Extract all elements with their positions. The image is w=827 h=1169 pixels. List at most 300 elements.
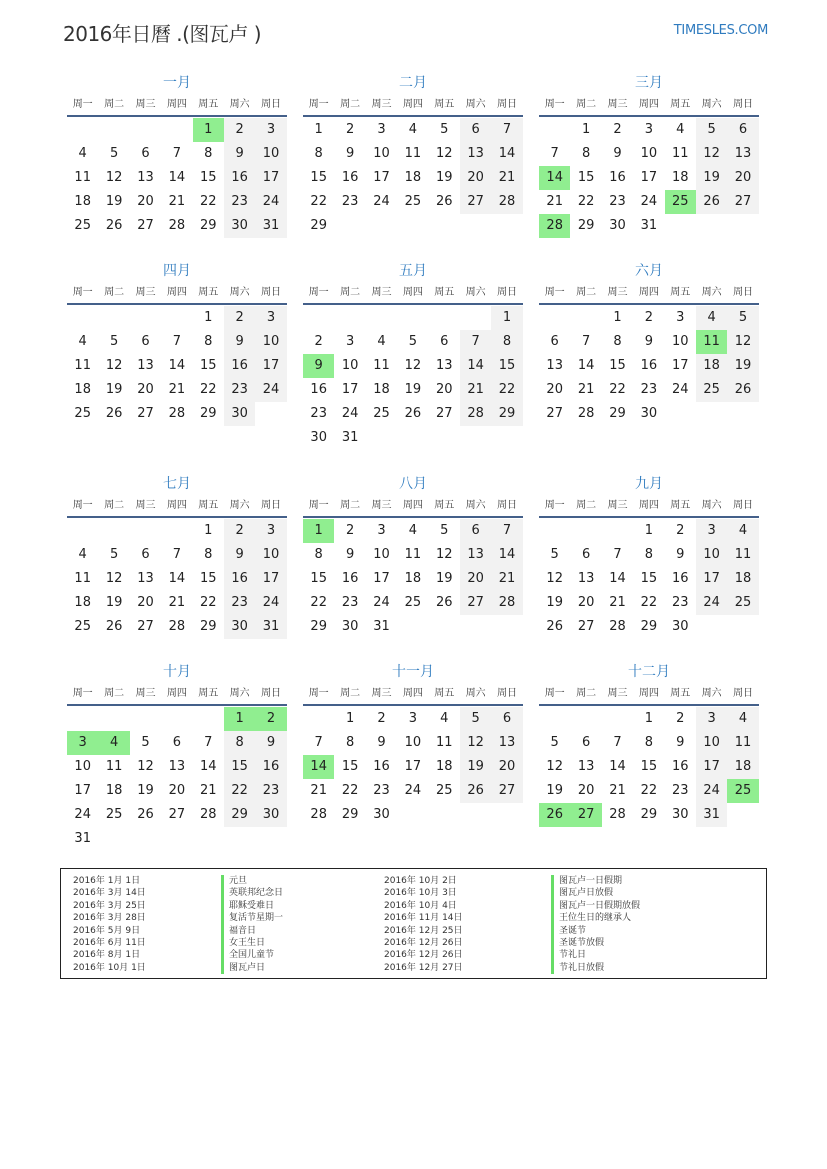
day-cell: 22 bbox=[577, 194, 595, 209]
day-cell: 6 bbox=[440, 334, 449, 349]
weekday-label: 周日 bbox=[261, 688, 282, 699]
empty-cell bbox=[67, 519, 98, 543]
day-cell: 17 bbox=[404, 759, 422, 774]
month-block bbox=[303, 473, 523, 639]
weekday-label: 周二 bbox=[104, 500, 125, 511]
day-cell: 15 bbox=[199, 170, 217, 185]
weekday-label: 周二 bbox=[104, 287, 125, 298]
weekday-header bbox=[67, 94, 287, 117]
day-cell: 13 bbox=[577, 759, 595, 774]
day-cell: 8 bbox=[644, 735, 653, 750]
weekday-label: 周三 bbox=[607, 287, 628, 298]
day-cell: 28 bbox=[310, 807, 327, 822]
page-title: 2016年日曆 .(图瓦卢 ) bbox=[63, 22, 262, 46]
day-cell: 7 bbox=[460, 330, 491, 354]
day-cell: 16 bbox=[255, 755, 286, 779]
day-cell: 11 bbox=[435, 735, 453, 750]
day-grid bbox=[67, 519, 287, 639]
day-cell: 23 bbox=[341, 194, 359, 209]
day-cell: 12 bbox=[546, 571, 563, 586]
weekday-header bbox=[303, 495, 523, 518]
weekday-label: 周五 bbox=[198, 688, 219, 699]
day-cell: 4 bbox=[78, 334, 87, 349]
day-cell: 28 bbox=[491, 190, 522, 214]
day-cell: 2 bbox=[613, 122, 622, 137]
weekday-header bbox=[303, 282, 523, 305]
day-cell: 22 bbox=[310, 595, 327, 610]
day-cell: 15 bbox=[609, 358, 626, 373]
day-cell: 15 bbox=[640, 759, 658, 774]
weekday-label: 周二 bbox=[576, 99, 597, 110]
weekday-label: 周五 bbox=[198, 99, 219, 110]
day-cell: 14 bbox=[199, 759, 217, 774]
weekday-header bbox=[67, 683, 287, 706]
weekday-label: 周二 bbox=[576, 688, 597, 699]
day-cell: 3 bbox=[696, 519, 727, 543]
day-cell: 25 bbox=[74, 619, 91, 634]
day-cell: 25 bbox=[435, 783, 453, 798]
empty-cell bbox=[570, 519, 601, 543]
day-cell: 3 bbox=[377, 122, 386, 137]
day-cell: 2 bbox=[224, 519, 255, 543]
weekday-label: 周四 bbox=[638, 287, 659, 298]
month-name: 二月 bbox=[399, 75, 427, 91]
holiday-day-cell: 14 bbox=[303, 755, 334, 779]
day-cell: 15 bbox=[224, 755, 255, 779]
month-name: 八月 bbox=[399, 476, 427, 492]
day-cell: 27 bbox=[546, 406, 563, 421]
day-cell: 25 bbox=[373, 406, 390, 421]
weekday-header bbox=[67, 495, 287, 518]
day-cell: 5 bbox=[440, 122, 449, 137]
day-cell: 3 bbox=[255, 519, 286, 543]
day-cell: 27 bbox=[491, 779, 522, 803]
weekday-label: 周五 bbox=[434, 287, 455, 298]
day-cell: 24 bbox=[373, 595, 390, 610]
day-cell: 30 bbox=[373, 807, 390, 822]
day-cell: 12 bbox=[696, 142, 727, 166]
day-cell: 20 bbox=[546, 382, 563, 397]
day-grid bbox=[67, 707, 287, 851]
day-cell: 21 bbox=[168, 382, 186, 397]
day-cell: 29 bbox=[640, 619, 658, 634]
weekday-label: 周五 bbox=[198, 500, 219, 511]
day-cell: 25 bbox=[105, 807, 123, 822]
day-cell: 13 bbox=[727, 142, 758, 166]
weekday-label: 周一 bbox=[544, 500, 565, 511]
day-cell: 11 bbox=[74, 358, 91, 373]
day-cell: 7 bbox=[204, 735, 213, 750]
day-cell: 22 bbox=[199, 595, 217, 610]
day-cell: 13 bbox=[460, 142, 491, 166]
day-cell: 29 bbox=[199, 619, 217, 634]
weekday-label: 周五 bbox=[670, 287, 691, 298]
holiday-day-cell: 2 bbox=[255, 707, 286, 731]
weekday-label: 周四 bbox=[402, 500, 423, 511]
day-cell: 18 bbox=[671, 170, 689, 185]
day-cell: 4 bbox=[78, 547, 87, 562]
day-cell: 31 bbox=[255, 214, 286, 238]
day-cell: 29 bbox=[310, 619, 327, 634]
day-cell: 14 bbox=[168, 358, 186, 373]
day-cell: 5 bbox=[109, 146, 119, 161]
day-cell: 10 bbox=[341, 358, 359, 373]
day-cell: 1 bbox=[581, 122, 591, 137]
day-cell: 21 bbox=[546, 194, 563, 209]
day-cell: 26 bbox=[435, 194, 453, 209]
day-cell: 15 bbox=[491, 354, 522, 378]
day-cell: 27 bbox=[727, 190, 758, 214]
month-name: 四月 bbox=[163, 263, 191, 279]
day-cell: 25 bbox=[74, 218, 91, 233]
day-cell: 11 bbox=[404, 547, 422, 562]
day-cell: 17 bbox=[341, 382, 359, 397]
weekday-header bbox=[539, 94, 759, 117]
day-cell: 12 bbox=[137, 759, 154, 774]
day-cell: 19 bbox=[546, 595, 563, 610]
day-cell: 8 bbox=[491, 330, 522, 354]
day-cell: 9 bbox=[613, 146, 622, 161]
day-cell: 13 bbox=[137, 170, 154, 185]
day-cell: 17 bbox=[255, 567, 286, 591]
weekday-label: 周日 bbox=[733, 688, 754, 699]
day-cell: 18 bbox=[727, 755, 758, 779]
empty-cell bbox=[602, 519, 633, 543]
day-cell: 7 bbox=[613, 547, 622, 562]
weekday-label: 周五 bbox=[670, 99, 691, 110]
weekday-label: 周日 bbox=[261, 287, 282, 298]
day-cell: 20 bbox=[727, 166, 758, 190]
weekday-label: 周二 bbox=[340, 688, 361, 699]
day-cell: 17 bbox=[255, 354, 286, 378]
day-cell: 3 bbox=[644, 122, 653, 137]
day-cell: 18 bbox=[727, 567, 758, 591]
holiday-day-cell: 28 bbox=[539, 214, 570, 238]
holiday-names-left bbox=[221, 875, 283, 974]
weekday-label: 周六 bbox=[701, 688, 722, 699]
day-cell: 5 bbox=[550, 735, 559, 750]
weekday-header bbox=[303, 683, 523, 706]
month-block bbox=[539, 260, 759, 426]
day-cell: 15 bbox=[310, 571, 327, 586]
day-cell: 3 bbox=[255, 306, 286, 330]
day-cell: 14 bbox=[168, 170, 186, 185]
empty-cell bbox=[161, 118, 192, 142]
month-name: 三月 bbox=[635, 75, 663, 91]
day-cell: 4 bbox=[727, 519, 758, 543]
day-cell: 7 bbox=[172, 334, 181, 349]
day-cell: 4 bbox=[377, 334, 386, 349]
day-cell: 25 bbox=[404, 194, 422, 209]
day-cell: 26 bbox=[727, 378, 758, 402]
holiday-name: 图瓦卢日 bbox=[221, 962, 283, 974]
day-cell: 9 bbox=[345, 146, 355, 161]
day-cell: 17 bbox=[373, 571, 390, 586]
day-cell: 23 bbox=[341, 595, 359, 610]
day-cell: 9 bbox=[676, 547, 685, 562]
day-cell: 30 bbox=[255, 803, 286, 827]
day-cell: 30 bbox=[224, 214, 255, 238]
day-cell: 15 bbox=[199, 571, 217, 586]
day-cell: 16 bbox=[373, 759, 390, 774]
day-cell: 23 bbox=[224, 190, 255, 214]
day-cell: 11 bbox=[671, 146, 689, 161]
day-cell: 17 bbox=[255, 166, 286, 190]
day-cell: 20 bbox=[577, 783, 595, 798]
weekday-label: 周六 bbox=[229, 688, 250, 699]
day-cell: 9 bbox=[676, 735, 685, 750]
day-cell: 4 bbox=[727, 707, 758, 731]
weekday-label: 周五 bbox=[198, 287, 219, 298]
day-cell: 12 bbox=[435, 146, 453, 161]
weekday-label: 周一 bbox=[72, 500, 93, 511]
day-cell: 16 bbox=[224, 567, 255, 591]
day-cell: 19 bbox=[727, 354, 758, 378]
day-cell: 25 bbox=[74, 406, 91, 421]
day-cell: 17 bbox=[640, 170, 658, 185]
weekday-label: 周四 bbox=[166, 688, 187, 699]
weekday-label: 周五 bbox=[434, 688, 455, 699]
day-cell: 31 bbox=[74, 831, 91, 846]
day-cell: 25 bbox=[404, 595, 422, 610]
weekday-label: 周二 bbox=[104, 688, 125, 699]
day-cell: 2 bbox=[676, 523, 685, 538]
day-cell: 7 bbox=[581, 334, 591, 349]
weekday-label: 周四 bbox=[166, 500, 187, 511]
day-cell: 12 bbox=[105, 358, 123, 373]
day-cell: 10 bbox=[696, 543, 727, 567]
holiday-date: 2016年 11月 14日 bbox=[384, 913, 463, 924]
day-cell: 3 bbox=[377, 523, 386, 538]
day-cell: 26 bbox=[546, 619, 563, 634]
day-cell: 25 bbox=[696, 378, 727, 402]
day-cell: 30 bbox=[640, 406, 658, 421]
day-cell: 13 bbox=[137, 358, 154, 373]
month-name: 六月 bbox=[635, 263, 663, 279]
day-cell: 24 bbox=[341, 406, 359, 421]
holiday-date: 2016年 1月 1日 bbox=[73, 876, 141, 886]
holiday-date: 2016年 3月 25日 bbox=[73, 900, 146, 911]
day-cell: 22 bbox=[640, 595, 658, 610]
weekday-label: 周一 bbox=[308, 688, 329, 699]
weekday-header bbox=[67, 282, 287, 305]
day-cell: 20 bbox=[491, 755, 522, 779]
day-cell: 1 bbox=[644, 711, 653, 726]
day-cell: 28 bbox=[609, 619, 626, 634]
weekday-label: 周六 bbox=[229, 99, 250, 110]
holiday-date: 2016年 10月 1日 bbox=[73, 962, 146, 973]
day-cell: 22 bbox=[310, 194, 327, 209]
day-cell: 21 bbox=[168, 595, 186, 610]
day-grid bbox=[539, 519, 759, 639]
empty-cell bbox=[67, 707, 98, 731]
holiday-name: 节礼日放假 bbox=[551, 962, 640, 974]
day-cell: 8 bbox=[314, 547, 323, 562]
weekday-label: 周四 bbox=[166, 287, 187, 298]
day-cell: 19 bbox=[435, 571, 453, 586]
day-cell: 6 bbox=[141, 334, 150, 349]
day-cell: 21 bbox=[609, 595, 626, 610]
day-cell: 18 bbox=[105, 783, 123, 798]
holiday-day-cell: 4 bbox=[98, 731, 129, 755]
day-cell: 23 bbox=[255, 779, 286, 803]
empty-cell bbox=[303, 707, 334, 731]
weekday-label: 周二 bbox=[340, 287, 361, 298]
holiday-date: 2016年 12月 25日 bbox=[384, 925, 463, 936]
weekday-header bbox=[539, 282, 759, 305]
day-cell: 9 bbox=[377, 735, 386, 750]
day-cell: 4 bbox=[408, 122, 417, 137]
day-cell: 29 bbox=[609, 406, 626, 421]
day-cell: 28 bbox=[460, 402, 491, 426]
day-cell: 24 bbox=[404, 783, 422, 798]
weekday-label: 周日 bbox=[497, 500, 518, 511]
month-block bbox=[539, 661, 759, 827]
holiday-day-cell: 3 bbox=[67, 731, 98, 755]
day-cell: 15 bbox=[640, 571, 658, 586]
weekday-label: 周二 bbox=[576, 287, 597, 298]
day-cell: 5 bbox=[109, 547, 119, 562]
day-cell: 14 bbox=[168, 571, 186, 586]
day-cell: 2 bbox=[377, 711, 386, 726]
day-cell: 5 bbox=[727, 306, 758, 330]
day-cell: 13 bbox=[577, 571, 595, 586]
day-cell: 8 bbox=[204, 334, 213, 349]
holiday-date: 2016年 12月 26日 bbox=[384, 950, 463, 961]
day-cell: 3 bbox=[676, 310, 685, 325]
day-grid bbox=[303, 306, 523, 450]
day-cell: 20 bbox=[137, 595, 154, 610]
day-cell: 11 bbox=[74, 571, 91, 586]
day-cell: 17 bbox=[74, 783, 91, 798]
day-grid bbox=[303, 519, 523, 639]
day-cell: 6 bbox=[460, 118, 491, 142]
weekday-label: 周日 bbox=[497, 688, 518, 699]
day-cell: 18 bbox=[74, 595, 91, 610]
day-cell: 2 bbox=[314, 334, 323, 349]
weekday-label: 周三 bbox=[135, 287, 156, 298]
day-grid bbox=[303, 707, 523, 827]
day-cell: 20 bbox=[168, 783, 186, 798]
day-cell: 9 bbox=[224, 330, 255, 354]
month-block bbox=[303, 260, 523, 450]
holiday-day-cell: 9 bbox=[303, 354, 334, 378]
day-cell: 16 bbox=[310, 382, 327, 397]
day-cell: 12 bbox=[727, 330, 758, 354]
empty-cell bbox=[98, 707, 129, 731]
day-cell: 22 bbox=[199, 194, 217, 209]
day-cell: 28 bbox=[199, 807, 217, 822]
day-cell: 10 bbox=[255, 142, 286, 166]
day-grid bbox=[67, 306, 287, 426]
day-cell: 19 bbox=[105, 194, 123, 209]
weekday-label: 周三 bbox=[371, 688, 392, 699]
day-cell: 10 bbox=[255, 543, 286, 567]
day-cell: 31 bbox=[696, 803, 727, 827]
weekday-label: 周五 bbox=[670, 688, 691, 699]
weekday-label: 周二 bbox=[340, 500, 361, 511]
day-cell: 17 bbox=[696, 755, 727, 779]
empty-cell bbox=[130, 519, 161, 543]
empty-cell bbox=[193, 707, 224, 731]
day-cell: 2 bbox=[224, 306, 255, 330]
weekday-label: 周三 bbox=[371, 500, 392, 511]
holiday-dates-right bbox=[384, 875, 463, 974]
day-cell: 22 bbox=[491, 378, 522, 402]
holiday-name: 圣诞节 bbox=[551, 925, 640, 937]
empty-cell bbox=[602, 707, 633, 731]
weekday-label: 周一 bbox=[308, 500, 329, 511]
weekday-label: 周六 bbox=[229, 500, 250, 511]
brand-link[interactable]: TIMESLES.COM bbox=[673, 23, 768, 38]
day-cell: 28 bbox=[609, 807, 626, 822]
day-cell: 5 bbox=[696, 118, 727, 142]
day-grid bbox=[303, 118, 523, 238]
month-name: 十一月 bbox=[392, 664, 434, 680]
day-cell: 17 bbox=[696, 567, 727, 591]
holiday-day-cell: 25 bbox=[727, 779, 758, 803]
day-cell: 11 bbox=[74, 170, 91, 185]
day-cell: 8 bbox=[581, 146, 591, 161]
day-cell: 5 bbox=[408, 334, 417, 349]
day-cell: 14 bbox=[577, 358, 595, 373]
month-block bbox=[67, 661, 287, 851]
day-cell: 20 bbox=[577, 595, 595, 610]
day-cell: 23 bbox=[671, 783, 689, 798]
day-cell: 30 bbox=[341, 619, 359, 634]
day-cell: 7 bbox=[613, 735, 622, 750]
day-cell: 23 bbox=[310, 406, 327, 421]
holiday-name: 复活节星期一 bbox=[221, 912, 283, 924]
weekday-label: 周日 bbox=[733, 99, 754, 110]
weekday-label: 周一 bbox=[72, 99, 93, 110]
day-cell: 18 bbox=[404, 571, 422, 586]
day-cell: 24 bbox=[255, 591, 286, 615]
weekday-label: 周日 bbox=[497, 287, 518, 298]
day-cell: 28 bbox=[577, 406, 595, 421]
holiday-name: 王位生日的继承人 bbox=[551, 912, 640, 924]
weekday-label: 周六 bbox=[465, 99, 486, 110]
holiday-date: 2016年 10月 2日 bbox=[384, 876, 457, 886]
day-cell: 1 bbox=[345, 711, 355, 726]
day-cell: 10 bbox=[373, 547, 390, 562]
day-cell: 29 bbox=[199, 406, 217, 421]
day-cell: 23 bbox=[224, 591, 255, 615]
weekday-label: 周五 bbox=[670, 500, 691, 511]
day-cell: 2 bbox=[345, 122, 355, 137]
day-cell: 1 bbox=[314, 122, 323, 137]
day-cell: 21 bbox=[460, 378, 491, 402]
day-cell: 12 bbox=[105, 571, 123, 586]
day-cell: 28 bbox=[168, 218, 186, 233]
day-cell: 24 bbox=[640, 194, 658, 209]
weekday-label: 周五 bbox=[434, 500, 455, 511]
holiday-name: 图瓦卢一日假期放假 bbox=[551, 900, 640, 912]
holiday-day-cell: 1 bbox=[303, 519, 334, 543]
day-cell: 7 bbox=[491, 519, 522, 543]
weekday-label: 周六 bbox=[701, 99, 722, 110]
day-cell: 13 bbox=[168, 759, 186, 774]
day-cell: 21 bbox=[577, 382, 595, 397]
weekday-label: 周二 bbox=[576, 500, 597, 511]
day-cell: 6 bbox=[581, 547, 591, 562]
day-cell: 18 bbox=[404, 170, 422, 185]
day-cell: 20 bbox=[435, 382, 453, 397]
holiday-name: 圣诞节放假 bbox=[551, 937, 640, 949]
holiday-date: 2016年 10月 3日 bbox=[384, 888, 457, 899]
day-cell: 29 bbox=[341, 807, 359, 822]
month-block bbox=[303, 72, 523, 238]
